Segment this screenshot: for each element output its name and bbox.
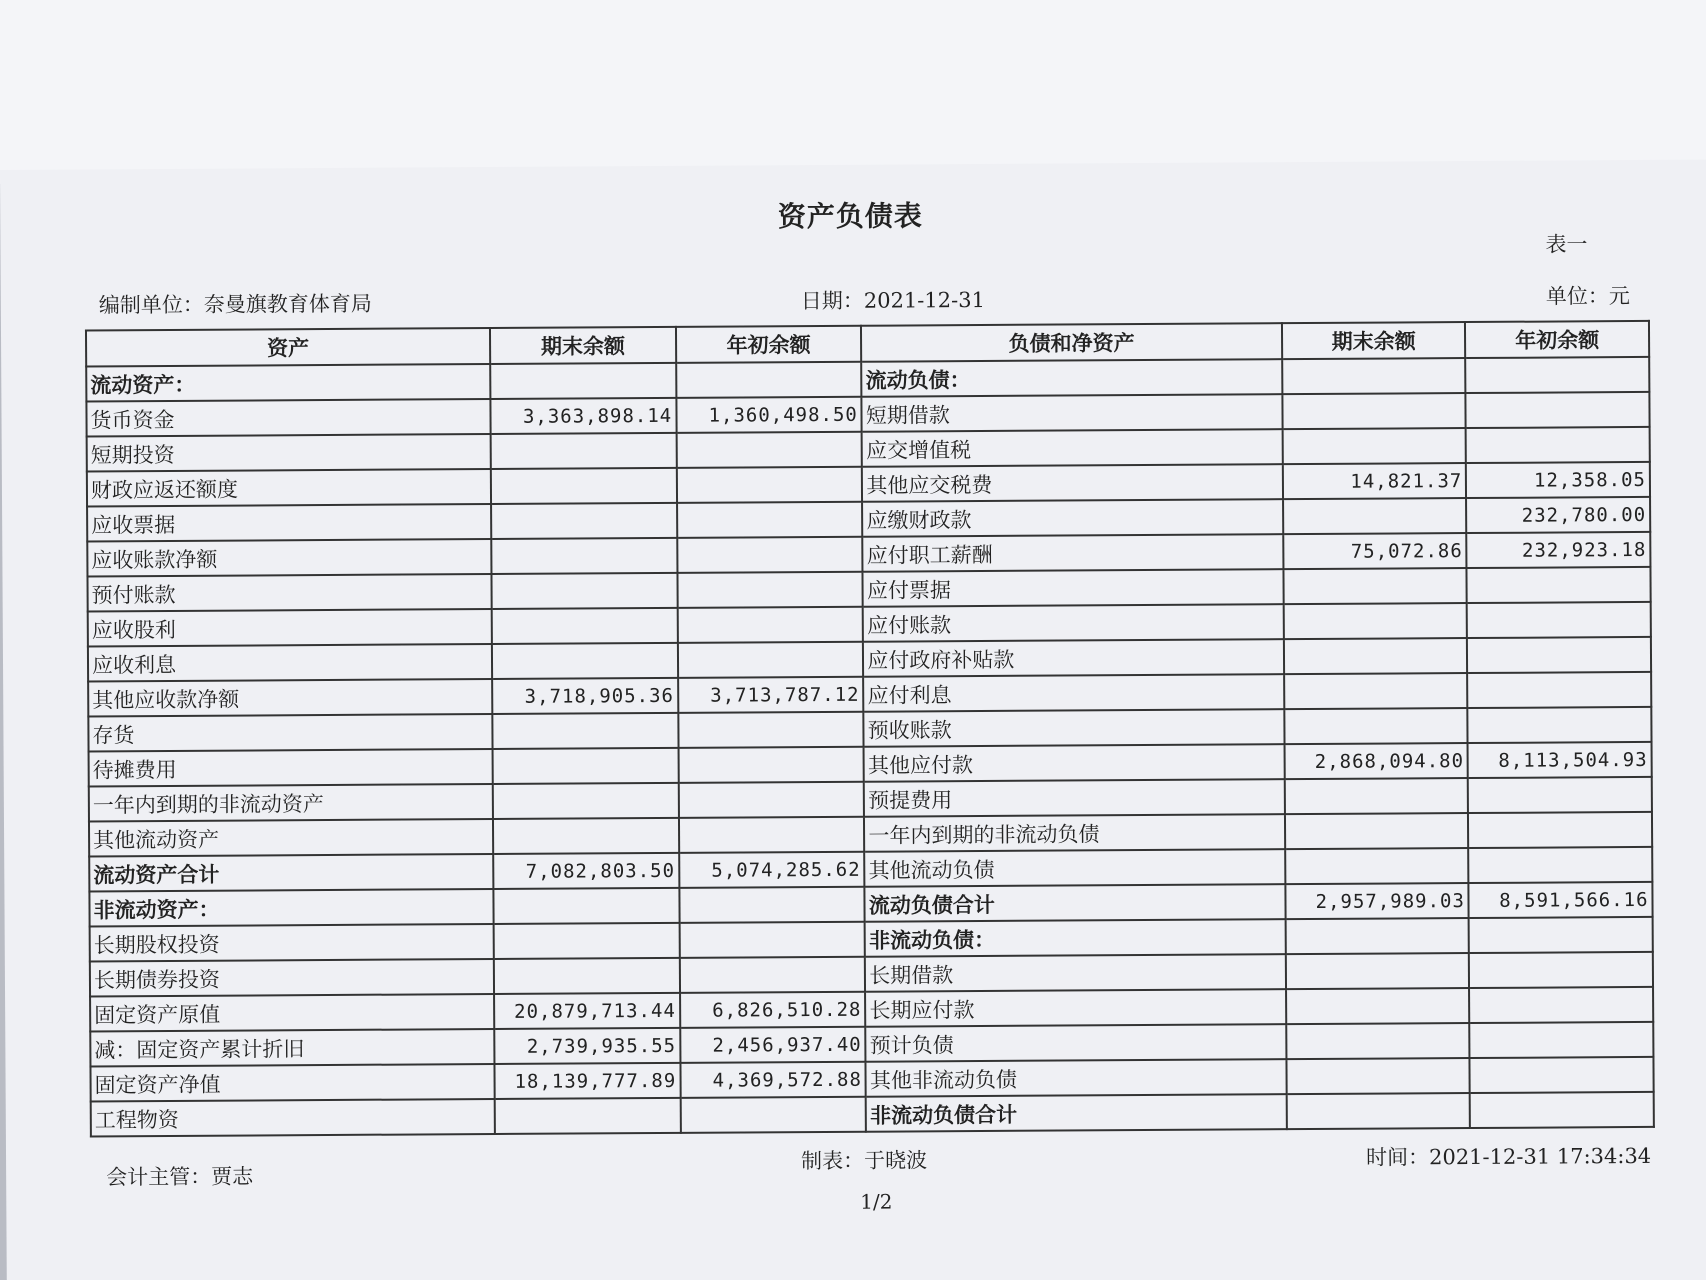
asset-begin-balance: 2,456,937.40 xyxy=(680,1027,866,1063)
accountant-label: 会计主管：贾志 xyxy=(106,1164,254,1190)
liability-end-balance xyxy=(1286,953,1470,989)
asset-name: 应收账款净额 xyxy=(87,539,491,576)
asset-begin-balance xyxy=(677,607,863,643)
liability-end-balance xyxy=(1285,813,1469,849)
liability-begin-balance xyxy=(1469,847,1653,883)
liability-end-balance xyxy=(1284,673,1468,709)
liability-end-balance xyxy=(1286,1058,1470,1094)
asset-begin-balance xyxy=(680,1097,866,1133)
asset-begin-balance xyxy=(679,922,865,958)
liability-begin-balance: 232,923.18 xyxy=(1467,532,1651,568)
liability-name: 应缴财政款 xyxy=(862,499,1283,537)
header-asset: 资产 xyxy=(86,328,490,366)
liability-name: 预提费用 xyxy=(864,779,1285,817)
liability-end-balance xyxy=(1285,848,1469,884)
asset-begin-balance xyxy=(678,782,864,818)
liability-end-balance xyxy=(1286,1093,1470,1129)
liability-begin-balance: 8,113,504.93 xyxy=(1468,742,1652,778)
asset-begin-balance: 4,369,572.88 xyxy=(680,1062,866,1098)
asset-end-balance xyxy=(493,818,679,854)
header-liability-end: 期末余额 xyxy=(1282,322,1466,359)
liability-begin-balance xyxy=(1467,637,1651,673)
header-asset-begin: 年初余额 xyxy=(676,326,862,363)
asset-end-balance xyxy=(492,643,678,679)
asset-name: 应收股利 xyxy=(88,609,492,646)
asset-begin-balance xyxy=(676,432,862,468)
liability-end-balance: 75,072.86 xyxy=(1283,533,1467,569)
asset-begin-balance xyxy=(677,502,863,538)
asset-begin-balance xyxy=(677,537,863,573)
liability-begin-balance xyxy=(1466,357,1650,393)
asset-name: 流动资产： xyxy=(86,364,490,401)
asset-begin-balance xyxy=(677,467,863,503)
asset-begin-balance xyxy=(679,817,865,853)
asset-end-balance xyxy=(495,1098,681,1134)
asset-name: 长期债券投资 xyxy=(90,959,494,996)
liability-name: 其他流动负债 xyxy=(865,849,1286,887)
asset-begin-balance: 5,074,285.62 xyxy=(679,852,865,888)
asset-name: 预付账款 xyxy=(87,574,491,611)
liability-name: 其他非流动负债 xyxy=(866,1059,1287,1097)
table-body xyxy=(86,357,1654,1137)
liability-name: 应付账款 xyxy=(863,604,1284,642)
asset-end-balance xyxy=(493,783,679,819)
asset-begin-balance xyxy=(678,642,864,678)
liability-end-balance: 2,868,094.80 xyxy=(1284,743,1468,779)
asset-end-balance: 2,739,935.55 xyxy=(494,1028,680,1064)
liability-begin-balance: 8,591,566.16 xyxy=(1469,882,1653,918)
asset-begin-balance xyxy=(679,887,865,923)
asset-begin-balance: 6,826,510.28 xyxy=(680,992,866,1028)
liability-begin-balance xyxy=(1469,952,1653,988)
asset-end-balance xyxy=(491,538,677,574)
asset-name: 固定资产原值 xyxy=(90,994,494,1031)
liability-end-balance xyxy=(1282,358,1466,394)
liability-name: 应付职工薪酬 xyxy=(863,534,1284,572)
asset-name: 固定资产净值 xyxy=(90,1064,494,1101)
liability-name: 流动负债： xyxy=(862,359,1283,397)
asset-end-balance xyxy=(494,958,680,994)
liability-begin-balance xyxy=(1467,567,1651,603)
liability-name: 预计负债 xyxy=(866,1024,1287,1062)
asset-end-balance xyxy=(491,503,677,539)
liability-begin-balance xyxy=(1467,672,1651,708)
liability-end-balance xyxy=(1284,708,1468,744)
liability-end-balance xyxy=(1282,393,1466,429)
asset-end-balance: 20,879,713.44 xyxy=(494,993,680,1029)
header-asset-end: 期末余额 xyxy=(490,327,676,364)
liability-begin-balance: 12,358.05 xyxy=(1466,462,1650,498)
asset-end-balance: 3,363,898.14 xyxy=(490,398,676,434)
liability-end-balance xyxy=(1283,498,1467,534)
liability-name: 应付利息 xyxy=(863,674,1284,712)
header-liability: 负债和净资产 xyxy=(861,323,1282,362)
liability-end-balance xyxy=(1286,988,1470,1024)
asset-end-balance xyxy=(492,713,678,749)
asset-end-balance: 3,718,905.36 xyxy=(492,678,678,714)
liability-name: 一年内到期的非流动负债 xyxy=(864,814,1285,852)
liability-name: 其他应付款 xyxy=(864,744,1285,782)
asset-name: 应收利息 xyxy=(88,644,492,681)
report-date: 日期：2021-12-31 xyxy=(800,287,985,314)
liability-name: 长期借款 xyxy=(865,954,1286,992)
asset-begin-balance: 3,713,787.12 xyxy=(678,677,864,713)
page-number: 1/2 xyxy=(860,1189,893,1214)
liability-begin-balance xyxy=(1467,602,1651,638)
asset-name: 工程物资 xyxy=(91,1099,495,1136)
asset-name: 其他流动资产 xyxy=(89,819,493,856)
asset-name: 流动资产合计 xyxy=(89,854,493,891)
asset-end-balance: 18,139,777.89 xyxy=(495,1063,681,1099)
asset-name: 长期股权投资 xyxy=(90,924,494,961)
currency-unit: 单位：元 xyxy=(1545,284,1630,309)
asset-begin-balance xyxy=(677,572,863,608)
asset-name: 非流动资产： xyxy=(89,889,493,926)
asset-end-balance: 7,082,803.50 xyxy=(493,853,679,889)
liability-end-balance xyxy=(1285,778,1469,814)
asset-begin-balance xyxy=(678,712,864,748)
liability-begin-balance xyxy=(1470,1057,1654,1093)
asset-name: 短期投资 xyxy=(87,434,491,471)
liability-begin-balance xyxy=(1470,1022,1654,1058)
header-liability-begin: 年初余额 xyxy=(1465,321,1649,358)
page-title: 资产负债表 xyxy=(777,199,923,234)
balance-sheet-page xyxy=(0,159,1706,1280)
liability-end-balance: 14,821.37 xyxy=(1283,463,1467,499)
liability-name: 预收账款 xyxy=(864,709,1285,747)
asset-name: 存货 xyxy=(88,714,492,751)
liability-begin-balance xyxy=(1468,777,1652,813)
liability-name: 其他应交税费 xyxy=(862,464,1283,502)
asset-end-balance xyxy=(490,363,676,399)
asset-name: 待摊费用 xyxy=(89,749,493,786)
liability-name: 应交增值税 xyxy=(862,429,1283,467)
liability-end-balance xyxy=(1286,1023,1470,1059)
liability-end-balance: 2,957,989.03 xyxy=(1285,883,1469,919)
asset-name: 减：固定资产累计折旧 xyxy=(90,1029,494,1066)
asset-end-balance xyxy=(492,573,678,609)
liability-name: 流动负债合计 xyxy=(865,884,1286,922)
asset-end-balance xyxy=(491,468,677,504)
table-number: 表一 xyxy=(1545,232,1588,257)
liability-name: 长期应付款 xyxy=(865,989,1286,1027)
liability-name: 短期借款 xyxy=(862,394,1283,432)
liability-begin-balance xyxy=(1468,707,1652,743)
liability-begin-balance xyxy=(1468,812,1652,848)
asset-end-balance xyxy=(493,888,679,924)
preparing-unit: 编制单位：奈曼旗教育体育局 xyxy=(98,291,372,318)
print-time: 时间：2021-12-31 17:34:34 xyxy=(1365,1143,1652,1170)
liability-begin-balance: 232,780.00 xyxy=(1466,497,1650,533)
liability-begin-balance xyxy=(1469,987,1653,1023)
asset-end-balance xyxy=(491,433,677,469)
asset-begin-balance xyxy=(676,362,862,398)
liability-end-balance xyxy=(1284,638,1468,674)
asset-end-balance xyxy=(493,748,679,784)
liability-name: 应付票据 xyxy=(863,569,1284,607)
liability-name: 非流动负债： xyxy=(865,919,1286,957)
balance-sheet-table xyxy=(85,320,1655,1138)
asset-begin-balance: 1,360,498.50 xyxy=(676,397,862,433)
asset-name: 一年内到期的非流动资产 xyxy=(89,784,493,821)
liability-end-balance xyxy=(1282,428,1466,464)
asset-end-balance xyxy=(492,608,678,644)
liability-name: 非流动负债合计 xyxy=(866,1094,1287,1132)
liability-end-balance xyxy=(1283,568,1467,604)
asset-name: 财政应返还额度 xyxy=(87,469,491,506)
asset-begin-balance xyxy=(680,957,866,993)
asset-name: 货币资金 xyxy=(86,399,490,436)
asset-end-balance xyxy=(494,923,680,959)
liability-end-balance xyxy=(1283,603,1467,639)
asset-begin-balance xyxy=(678,747,864,783)
liability-begin-balance xyxy=(1469,917,1653,953)
asset-name: 应收票据 xyxy=(87,504,491,541)
liability-begin-balance xyxy=(1466,427,1650,463)
liability-begin-balance xyxy=(1466,392,1650,428)
liability-name: 应付政府补贴款 xyxy=(863,639,1284,677)
liability-begin-balance xyxy=(1470,1092,1654,1128)
liability-end-balance xyxy=(1285,918,1469,954)
asset-name: 其他应收款净额 xyxy=(88,679,492,716)
maker-label: 制表：于晓波 xyxy=(800,1148,928,1174)
